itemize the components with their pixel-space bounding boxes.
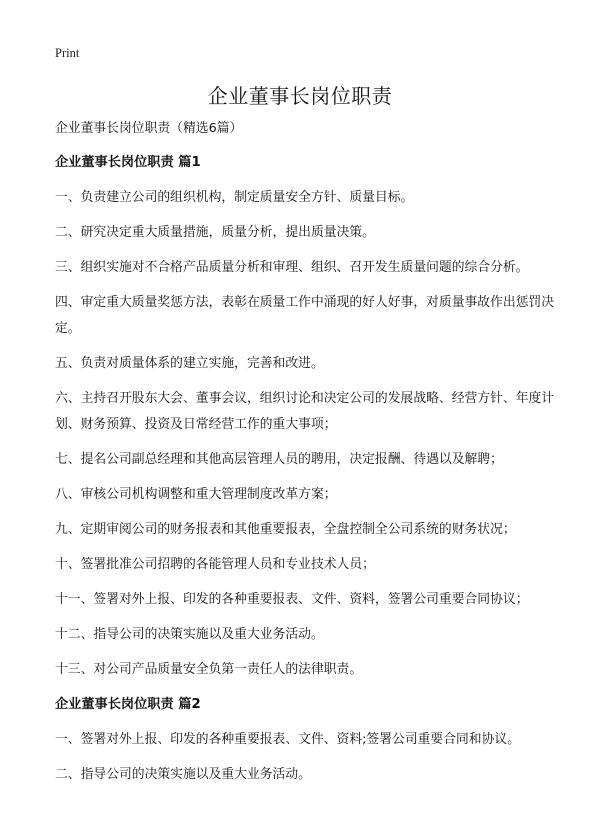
list-item: 一、签署对外上报、印发的各种重要报表、文件、资料;签署公司重要合同和协议。 <box>55 732 520 747</box>
list-item: 九、定期审阅公司的财务报表和其他重要报表，全盘控制全公司系统的财务状况； <box>55 522 516 537</box>
list-item: 六、主持召开股东大会、董事会议，组织讨论和决定公司的发展战略、经营方针、年度计划、财务预算、投资及日常经营工作的重大事项； <box>55 391 555 432</box>
list-item: 十一、签署对外上报、印发的各种重要报表、文件、资料，签署公司重要合同协议； <box>55 592 529 607</box>
list-item: 十三、对公司产品质量安全负第一责任人的法律职责。 <box>55 662 363 677</box>
list-item: 三、组织实施对不合格产品质量分析和审理、组织、召开发生质量问题的综合分析。 <box>55 260 529 275</box>
list-item: 八、审核公司机构调整和重大管理制度改革方案； <box>55 487 337 502</box>
list-item: 七、提名公司副总经理和其他高层管理人员的聘用，决定报酬、待遇以及解聘； <box>55 452 503 467</box>
list-item: 二、研究决定重大质量措施，质量分析，提出质量决策。 <box>55 225 375 240</box>
print-link[interactable]: Print <box>55 46 80 60</box>
list-item: 四、审定重大质量奖惩方法，表彰在质量工作中涌现的好人好事，对质量事故作出惩罚决定。 <box>55 295 555 336</box>
document-body <box>55 116 555 797</box>
section-heading-2: 企业董事长岗位职责 篇2 <box>55 697 201 712</box>
list-item: 一、负责建立公司的组织机构，制定质量安全方针、质量目标。 <box>55 190 414 205</box>
document-subtitle: 企业董事长岗位职责（精选6篇） <box>55 121 243 136</box>
list-item: 五、负责对质量体系的建立实施，完善和改进。 <box>55 356 324 371</box>
list-item: 十、签署批准公司招聘的各能管理人员和专业技术人员； <box>55 557 375 572</box>
list-item: 二、指导公司的决策实施以及重大业务活动。 <box>55 767 311 782</box>
list-item: 十二、指导公司的决策实施以及重大业务活动。 <box>55 627 324 642</box>
section-heading-1: 企业董事长岗位职责 篇1 <box>55 155 201 170</box>
page-title: 企业董事长岗位职责 <box>207 84 393 108</box>
